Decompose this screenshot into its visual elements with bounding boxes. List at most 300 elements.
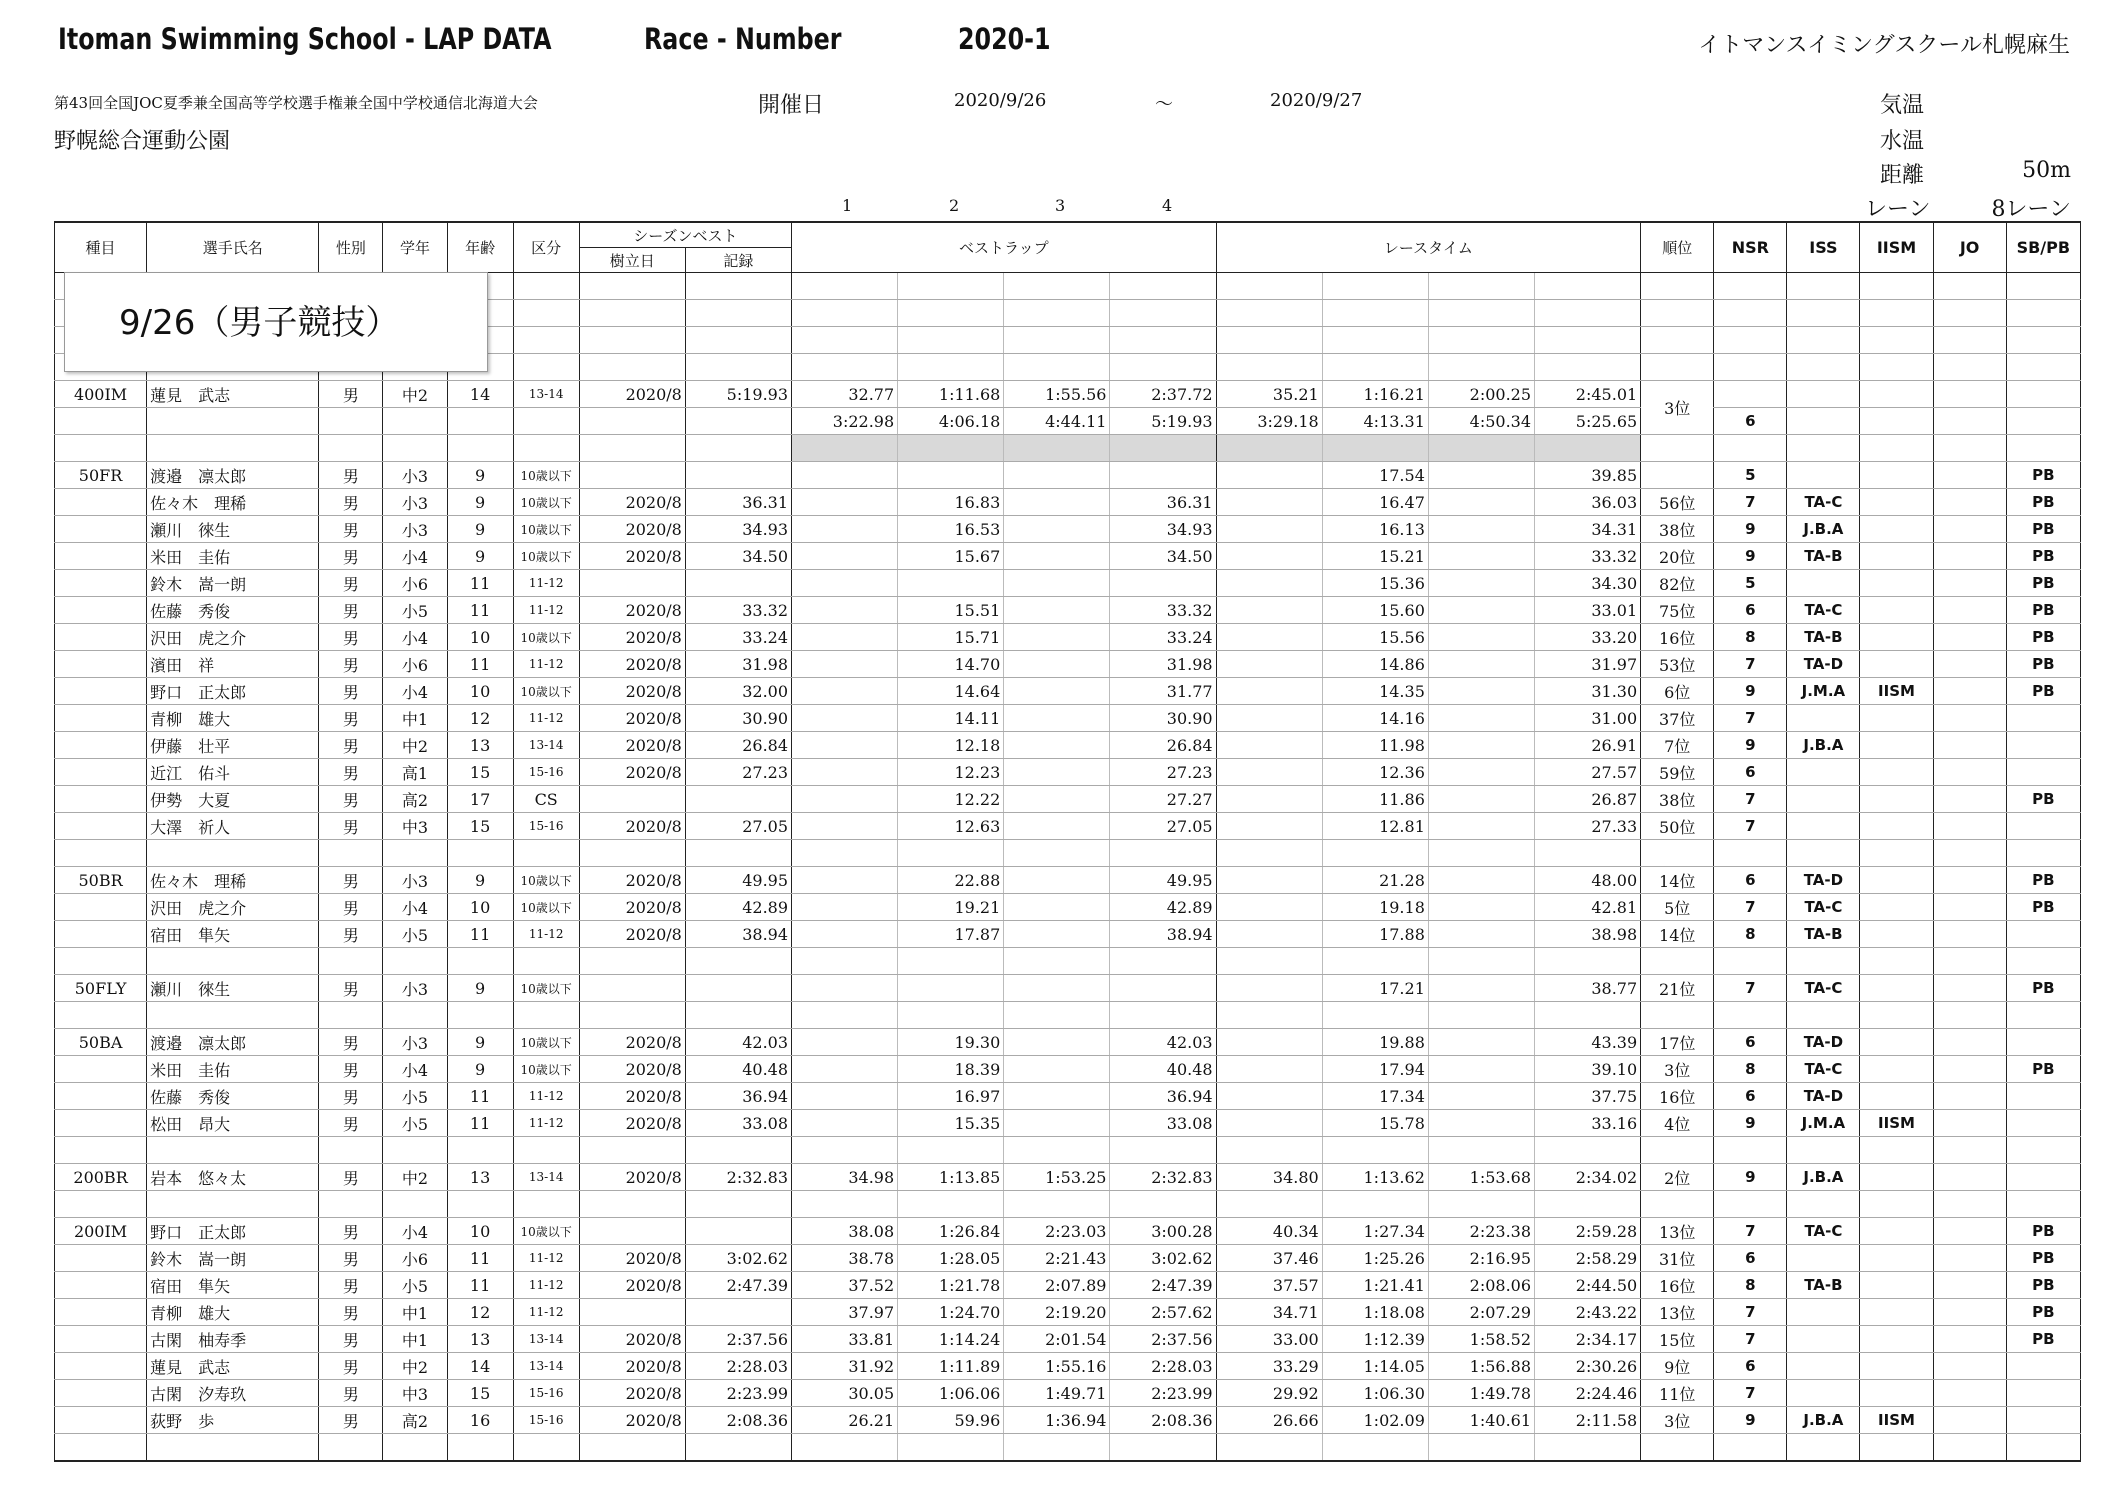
- race-time-1: [1216, 1083, 1322, 1110]
- event-cell: [55, 543, 147, 570]
- jo-cell: [1933, 786, 2006, 813]
- col-iism: IISM: [1860, 222, 1933, 273]
- sbpb-cell: [2006, 1110, 2080, 1137]
- best-lap-2: 1:26.84: [898, 1218, 1004, 1245]
- grade-cell: [383, 840, 447, 867]
- race-time-1: [1216, 948, 1322, 975]
- iss-cell: [1787, 705, 1860, 732]
- best-lap-4: 31.98: [1110, 651, 1216, 678]
- nsr-cell: 8: [1714, 1056, 1787, 1083]
- race-number: 2020-1: [958, 22, 1051, 56]
- race-time-2: 19.88: [1322, 1029, 1428, 1056]
- race-time-3: [1428, 597, 1534, 624]
- best-lap-4: 36.94: [1110, 1083, 1216, 1110]
- race-time-4: 42.81: [1535, 894, 1641, 921]
- record-cell: [685, 408, 791, 435]
- race-time-2: 17.88: [1322, 921, 1428, 948]
- jo-cell: [1933, 624, 2006, 651]
- best-lap-2: 1:06.06: [898, 1380, 1004, 1407]
- race-time-4: 39.10: [1535, 1056, 1641, 1083]
- jo-cell: [1933, 597, 2006, 624]
- race-time-2: 1:21.41: [1322, 1272, 1428, 1299]
- nsr-cell: [1714, 381, 1787, 408]
- race-time-4: 5:25.65: [1535, 408, 1641, 435]
- race-time-1: [1216, 1137, 1322, 1164]
- race-time-4: 31.97: [1535, 651, 1641, 678]
- race-time-3: [1428, 489, 1534, 516]
- division-cell: [513, 1002, 579, 1029]
- rank-cell: 38位: [1641, 516, 1714, 543]
- iism-cell: [1860, 408, 1933, 435]
- best-lap-3: [1004, 327, 1110, 354]
- rank-cell: 13位: [1641, 1218, 1714, 1245]
- jo-cell: [1933, 1326, 2006, 1353]
- best-lap-3: 2:19.20: [1004, 1299, 1110, 1326]
- iss-cell: J.B.A: [1787, 1407, 1860, 1434]
- iism-cell: [1860, 948, 1933, 975]
- record-cell: 34.50: [685, 543, 791, 570]
- race-time-4: [1535, 1002, 1641, 1029]
- race-time-2: 15.78: [1322, 1110, 1428, 1137]
- jo-cell: [1933, 651, 2006, 678]
- rank-cell: 6位: [1641, 678, 1714, 705]
- grade-cell: [383, 1137, 447, 1164]
- race-time-1: [1216, 1029, 1322, 1056]
- best-lap-4: [1110, 948, 1216, 975]
- race-time-4: [1535, 273, 1641, 300]
- record-cell: 33.32: [685, 597, 791, 624]
- rank-cell: 14位: [1641, 921, 1714, 948]
- iss-cell: TA-B: [1787, 921, 1860, 948]
- race-time-1: 33.00: [1216, 1326, 1322, 1353]
- iism-cell: IISM: [1860, 1110, 1933, 1137]
- division-cell: [513, 354, 579, 381]
- race-time-2: [1322, 840, 1428, 867]
- grade-cell: 小4: [383, 1056, 447, 1083]
- swimmer-name: 古閑 汐寿玖: [147, 1380, 319, 1407]
- best-lap-4: 40.48: [1110, 1056, 1216, 1083]
- iism-cell: [1860, 381, 1933, 408]
- best-lap-1: [792, 300, 898, 327]
- set-date-cell: [579, 975, 685, 1002]
- record-cell: 26.84: [685, 732, 791, 759]
- nsr-cell: 7: [1714, 813, 1787, 840]
- division-cell: 10歳以下: [513, 489, 579, 516]
- best-lap-1: [792, 570, 898, 597]
- race-time-2: [1322, 1137, 1428, 1164]
- grade-cell: 中1: [383, 705, 447, 732]
- swimmer-name: 青柳 雄大: [147, 1299, 319, 1326]
- race-time-2: 1:06.30: [1322, 1380, 1428, 1407]
- iism-cell: [1860, 516, 1933, 543]
- swimmer-name: 瀬川 徠生: [147, 516, 319, 543]
- set-date-cell: 2020/8: [579, 894, 685, 921]
- iss-cell: TA-C: [1787, 597, 1860, 624]
- nsr-cell: 6: [1714, 867, 1787, 894]
- race-time-4: 36.03: [1535, 489, 1641, 516]
- age-cell: 10: [447, 624, 513, 651]
- iism-cell: [1860, 894, 1933, 921]
- event-cell: [55, 1326, 147, 1353]
- nsr-cell: 9: [1714, 543, 1787, 570]
- best-lap-1: [792, 867, 898, 894]
- best-lap-4: 2:57.62: [1110, 1299, 1216, 1326]
- age-cell: 9: [447, 975, 513, 1002]
- rank-cell: 14位: [1641, 867, 1714, 894]
- record-cell: [685, 1299, 791, 1326]
- age-cell: [447, 1191, 513, 1218]
- sex-cell: 男: [319, 1029, 383, 1056]
- rank-cell: 50位: [1641, 813, 1714, 840]
- iism-cell: [1860, 1434, 1933, 1462]
- sex-cell: 男: [319, 1353, 383, 1380]
- nsr-cell: 6: [1714, 1245, 1787, 1272]
- iss-cell: [1787, 354, 1860, 381]
- best-lap-2: 19.21: [898, 894, 1004, 921]
- race-time-4: 37.75: [1535, 1083, 1641, 1110]
- race-time-2: 17.34: [1322, 1083, 1428, 1110]
- rank-cell: 15位: [1641, 1326, 1714, 1353]
- iism-cell: [1860, 624, 1933, 651]
- set-date-cell: [579, 1218, 685, 1245]
- table-row: [55, 1164, 2081, 1191]
- nsr-cell: 7: [1714, 489, 1787, 516]
- record-cell: 32.00: [685, 678, 791, 705]
- event-cell: [55, 597, 147, 624]
- best-lap-3: [1004, 759, 1110, 786]
- division-cell: 10歳以下: [513, 867, 579, 894]
- record-cell: [685, 1002, 791, 1029]
- record-cell: 30.90: [685, 705, 791, 732]
- swimmer-name: 荻野 歩: [147, 1407, 319, 1434]
- grade-cell: 中3: [383, 813, 447, 840]
- best-lap-1: [792, 894, 898, 921]
- iism-cell: [1860, 732, 1933, 759]
- jo-cell: [1933, 1434, 2006, 1462]
- record-cell: 2:08.36: [685, 1407, 791, 1434]
- swimmer-name: 濱田 祥: [147, 651, 319, 678]
- best-lap-1: [792, 678, 898, 705]
- best-lap-3: [1004, 1191, 1110, 1218]
- race-time-4: 31.00: [1535, 705, 1641, 732]
- record-cell: 2:32.83: [685, 1164, 791, 1191]
- record-cell: 36.94: [685, 1083, 791, 1110]
- swimmer-name: 近江 佑斗: [147, 759, 319, 786]
- jo-cell: [1933, 948, 2006, 975]
- iss-cell: TA-B: [1787, 1272, 1860, 1299]
- division-cell: [513, 840, 579, 867]
- table-row: [55, 1326, 2081, 1353]
- sbpb-cell: PB: [2006, 1245, 2080, 1272]
- race-time-3: 2:00.25: [1428, 381, 1534, 408]
- division-cell: 10歳以下: [513, 1218, 579, 1245]
- swimmer-name: [147, 1002, 319, 1029]
- division-cell: 11-12: [513, 1299, 579, 1326]
- swimmer-name: 米田 圭佑: [147, 1056, 319, 1083]
- set-date-cell: [579, 408, 685, 435]
- age-cell: 9: [447, 1056, 513, 1083]
- race-time-2: [1322, 435, 1428, 462]
- race-time-4: 2:11.58: [1535, 1407, 1641, 1434]
- best-lap-1: [792, 705, 898, 732]
- best-lap-4: 34.93: [1110, 516, 1216, 543]
- set-date-cell: [579, 570, 685, 597]
- sex-cell: 男: [319, 813, 383, 840]
- jo-cell: [1933, 408, 2006, 435]
- best-lap-2: 16.83: [898, 489, 1004, 516]
- division-cell: 11-12: [513, 1110, 579, 1137]
- rank-cell: [1641, 1002, 1714, 1029]
- rank-cell: 7位: [1641, 732, 1714, 759]
- division-cell: [513, 1434, 579, 1462]
- set-date-cell: 2020/8: [579, 867, 685, 894]
- event-cell: [55, 948, 147, 975]
- nsr-cell: 6: [1714, 1353, 1787, 1380]
- race-time-4: 27.33: [1535, 813, 1641, 840]
- division-cell: 11-12: [513, 651, 579, 678]
- best-lap-2: 1:24.70: [898, 1299, 1004, 1326]
- table-row: [55, 408, 2081, 435]
- race-time-1: [1216, 732, 1322, 759]
- race-time-3: [1428, 651, 1534, 678]
- race-time-2: 1:13.62: [1322, 1164, 1428, 1191]
- set-date-cell: [579, 786, 685, 813]
- sbpb-cell: PB: [2006, 516, 2080, 543]
- record-cell: 42.03: [685, 1029, 791, 1056]
- iss-cell: TA-C: [1787, 489, 1860, 516]
- age-cell: 15: [447, 759, 513, 786]
- race-time-3: 1:49.78: [1428, 1380, 1534, 1407]
- sbpb-cell: [2006, 732, 2080, 759]
- jo-cell: [1933, 462, 2006, 489]
- iism-cell: [1860, 1002, 1933, 1029]
- iss-cell: TA-C: [1787, 894, 1860, 921]
- best-lap-3: [1004, 786, 1110, 813]
- race-time-3: [1428, 678, 1534, 705]
- record-cell: 36.31: [685, 489, 791, 516]
- sex-cell: 男: [319, 651, 383, 678]
- race-time-2: 15.36: [1322, 570, 1428, 597]
- age-cell: [447, 1137, 513, 1164]
- best-lap-1: [792, 786, 898, 813]
- rank-cell: 17位: [1641, 1029, 1714, 1056]
- jo-cell: [1933, 1191, 2006, 1218]
- best-lap-1: [792, 597, 898, 624]
- meet-name: 第43回全国JOC夏季兼全国高等学校選手権兼全国中学校通信北海道大会: [54, 94, 538, 112]
- blank-row: [55, 1002, 2081, 1029]
- age-cell: 9: [447, 516, 513, 543]
- best-lap-3: [1004, 543, 1110, 570]
- swimmer-name: 沢田 虎之介: [147, 894, 319, 921]
- iism-cell: IISM: [1860, 1407, 1933, 1434]
- race-time-1: [1216, 543, 1322, 570]
- col-sbpb: SB/PB: [2006, 222, 2080, 273]
- division-cell: 11-12: [513, 705, 579, 732]
- sbpb-cell: [2006, 1137, 2080, 1164]
- best-lap-4: 42.03: [1110, 1029, 1216, 1056]
- jo-cell: [1933, 867, 2006, 894]
- race-time-4: 2:45.01: [1535, 381, 1641, 408]
- race-time-4: 2:34.17: [1535, 1326, 1641, 1353]
- record-cell: 2:23.99: [685, 1380, 791, 1407]
- best-lap-3: [1004, 516, 1110, 543]
- table-row: [55, 1083, 2081, 1110]
- col-season-best: シーズンベスト: [579, 222, 791, 248]
- best-lap-1: [792, 1191, 898, 1218]
- division-cell: 10歳以下: [513, 462, 579, 489]
- nsr-cell: [1714, 273, 1787, 300]
- grade-cell: 小3: [383, 867, 447, 894]
- race-time-3: [1428, 1191, 1534, 1218]
- jo-cell: [1933, 894, 2006, 921]
- race-time-2: 17.94: [1322, 1056, 1428, 1083]
- grade-cell: 小5: [383, 921, 447, 948]
- best-lap-2: 15.35: [898, 1110, 1004, 1137]
- race-time-3: [1428, 1002, 1534, 1029]
- best-lap-3: [1004, 1029, 1110, 1056]
- best-lap-2: 12.63: [898, 813, 1004, 840]
- jo-cell: [1933, 1218, 2006, 1245]
- jo-cell: [1933, 1272, 2006, 1299]
- best-lap-1: [792, 1002, 898, 1029]
- iism-cell: [1860, 705, 1933, 732]
- record-cell: [685, 354, 791, 381]
- best-lap-1: 3:22.98: [792, 408, 898, 435]
- division-cell: 10歳以下: [513, 624, 579, 651]
- iism-cell: [1860, 435, 1933, 462]
- nsr-cell: 6: [1714, 597, 1787, 624]
- division-cell: 13-14: [513, 1353, 579, 1380]
- iism-cell: [1860, 543, 1933, 570]
- race-time-1: [1216, 975, 1322, 1002]
- best-lap-2: 22.88: [898, 867, 1004, 894]
- sex-cell: 男: [319, 1083, 383, 1110]
- record-cell: 31.98: [685, 651, 791, 678]
- record-cell: [685, 975, 791, 1002]
- set-date-cell: [579, 1002, 685, 1029]
- sbpb-cell: [2006, 921, 2080, 948]
- race-time-3: [1428, 759, 1534, 786]
- record-cell: 38.94: [685, 921, 791, 948]
- age-cell: 11: [447, 921, 513, 948]
- set-date-cell: 2020/8: [579, 732, 685, 759]
- jo-cell: [1933, 1083, 2006, 1110]
- swimmer-name: [147, 1191, 319, 1218]
- nsr-cell: [1714, 1434, 1787, 1462]
- race-time-1: 37.46: [1216, 1245, 1322, 1272]
- set-date-cell: 2020/8: [579, 1029, 685, 1056]
- record-cell: 27.23: [685, 759, 791, 786]
- swimmer-name: 瀬川 徠生: [147, 975, 319, 1002]
- age-cell: 13: [447, 1326, 513, 1353]
- set-date-cell: [579, 840, 685, 867]
- best-lap-4: [1110, 273, 1216, 300]
- age-cell: 15: [447, 1380, 513, 1407]
- record-cell: [685, 786, 791, 813]
- iism-cell: [1860, 975, 1933, 1002]
- nsr-cell: 7: [1714, 894, 1787, 921]
- best-lap-3: 1:53.25: [1004, 1164, 1110, 1191]
- race-time-3: 2:07.29: [1428, 1299, 1534, 1326]
- sex-cell: 男: [319, 786, 383, 813]
- blank-row: [55, 1191, 2081, 1218]
- sbpb-cell: PB: [2006, 1056, 2080, 1083]
- grade-cell: [383, 1434, 447, 1462]
- record-cell: [685, 327, 791, 354]
- table-row: [55, 867, 2081, 894]
- event-cell: 200IM: [55, 1218, 147, 1245]
- race-time-1: [1216, 597, 1322, 624]
- race-time-3: [1428, 894, 1534, 921]
- best-lap-3: [1004, 975, 1110, 1002]
- best-lap-2: [898, 1434, 1004, 1462]
- age-cell: 9: [447, 462, 513, 489]
- set-date-cell: 2020/8: [579, 1272, 685, 1299]
- event-cell: [55, 1380, 147, 1407]
- best-lap-2: 14.11: [898, 705, 1004, 732]
- swimmer-name: 渡邉 凛太郎: [147, 1029, 319, 1056]
- best-lap-4: [1110, 570, 1216, 597]
- swimmer-name: 野口 正太郎: [147, 1218, 319, 1245]
- best-lap-3: [1004, 1137, 1110, 1164]
- grade-cell: 中2: [383, 732, 447, 759]
- best-lap-1: 37.52: [792, 1272, 898, 1299]
- best-lap-1: [792, 1110, 898, 1137]
- set-date-cell: 2020/8: [579, 597, 685, 624]
- sex-cell: 男: [319, 1164, 383, 1191]
- race-time-1: [1216, 435, 1322, 462]
- event-cell: [55, 786, 147, 813]
- best-lap-4: 2:37.72: [1110, 381, 1216, 408]
- grade-cell: 中2: [383, 1353, 447, 1380]
- race-time-2: 12.81: [1322, 813, 1428, 840]
- day-section-label: 9/26（男子競技）: [64, 272, 488, 372]
- jo-cell: [1933, 813, 2006, 840]
- race-time-1: [1216, 516, 1322, 543]
- record-cell: 3:02.62: [685, 1245, 791, 1272]
- nsr-cell: [1714, 327, 1787, 354]
- best-lap-4: [1110, 1434, 1216, 1462]
- table-row: [55, 921, 2081, 948]
- sex-cell: 男: [319, 1407, 383, 1434]
- best-lap-1: [792, 840, 898, 867]
- event-cell: 50FR: [55, 462, 147, 489]
- age-cell: 11: [447, 570, 513, 597]
- race-time-1: [1216, 273, 1322, 300]
- race-time-3: [1428, 516, 1534, 543]
- iism-cell: [1860, 867, 1933, 894]
- best-lap-1: [792, 1137, 898, 1164]
- rank-cell: 20位: [1641, 543, 1714, 570]
- record-cell: [685, 435, 791, 462]
- table-row: [55, 1056, 2081, 1083]
- jo-cell: [1933, 1002, 2006, 1029]
- sex-cell: 男: [319, 921, 383, 948]
- best-lap-4: [1110, 1191, 1216, 1218]
- lap-number-1: 1: [842, 196, 853, 215]
- sex-cell: 男: [319, 894, 383, 921]
- division-cell: 11-12: [513, 1083, 579, 1110]
- age-cell: 9: [447, 1029, 513, 1056]
- grade-cell: 小5: [383, 1083, 447, 1110]
- rank-cell: 75位: [1641, 597, 1714, 624]
- best-lap-3: [1004, 1056, 1110, 1083]
- set-date-cell: 2020/8: [579, 813, 685, 840]
- race-time-2: 16.47: [1322, 489, 1428, 516]
- iss-cell: [1787, 1002, 1860, 1029]
- age-cell: 9: [447, 489, 513, 516]
- record-cell: 33.08: [685, 1110, 791, 1137]
